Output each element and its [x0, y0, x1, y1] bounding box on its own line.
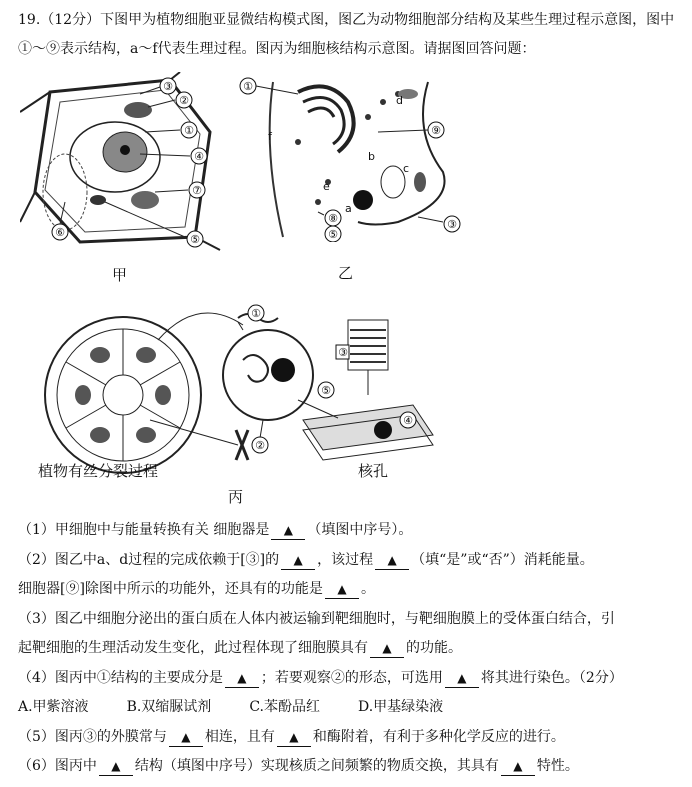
answer-blank[interactable] [281, 551, 315, 570]
option-b[interactable]: B.双缩脲试剂 [126, 699, 212, 715]
blank-mark: ▲ [387, 552, 397, 567]
q5-text-c: 和酶附着，有利于多种化学反应的进行。 [312, 728, 565, 745]
q5-text-b: 相连，且有 [204, 728, 275, 745]
bing-marker-3: ③ [338, 346, 348, 359]
blank-mark: ▲ [382, 641, 392, 655]
bing-marker-5: ⑤ [321, 384, 331, 397]
q6-text-a: （6）图丙中 [18, 758, 97, 774]
option-d[interactable]: D.甲基绿染液 [357, 699, 444, 715]
blank-mark: ▲ [337, 582, 347, 596]
question-4-options [18, 693, 682, 723]
q3b-text-a: 起靶细胞的生理活动发生变化，此过程体现了细胞膜具有 [18, 640, 368, 656]
blank-mark: ▲ [457, 670, 467, 685]
answer-blank[interactable] [99, 757, 133, 776]
figure-jia-label: 甲 [112, 266, 128, 284]
yi-marker-8: ⑧ [328, 212, 338, 225]
answer-blank[interactable] [277, 728, 311, 747]
jia-marker-6: ⑥ [55, 226, 65, 239]
jia-marker-4: ④ [194, 150, 204, 163]
yi-letter-b: b [368, 150, 375, 163]
question-2b [18, 575, 682, 605]
bing-marker-2: ② [255, 439, 265, 452]
question-2a [18, 546, 682, 576]
q3b-text-b: 的功能。 [406, 640, 462, 656]
yi-marker-3: ③ [447, 218, 457, 231]
q3-text-a: （3）图乙中细胞分泌出的蛋白质在人体内被运输到靶细胞时，与靶细胞膜上的受体蛋白结合，引 [18, 610, 615, 627]
nucleus-markers [38, 300, 438, 480]
question-5 [18, 723, 682, 753]
answer-blank[interactable] [169, 728, 203, 747]
figure-yi [238, 72, 478, 282]
blank-mark: ▲ [181, 729, 191, 744]
q4-text-c: 将其进行染色。（2分） [480, 669, 623, 686]
answer-blank[interactable] [271, 521, 305, 540]
bing-marker-1: ① [251, 307, 261, 320]
answer-blank[interactable] [375, 551, 409, 570]
blank-mark: ▲ [237, 670, 247, 685]
question-1 [18, 516, 682, 546]
yi-letter-e: e [323, 180, 330, 193]
q4-text-b: ；若要观察②的形态，可选用 [260, 669, 443, 686]
yi-letter-f: f [268, 130, 272, 143]
blank-mark: ▲ [513, 759, 523, 773]
yi-letter-a: a [345, 202, 352, 215]
figure-bing-label: 丙 [228, 488, 244, 506]
yi-letter-d: d [396, 94, 403, 107]
bing-caption-nuclear-pore: 核孔 [358, 462, 389, 480]
q6-text-c: 特性。 [536, 758, 579, 774]
answer-blank[interactable] [501, 757, 535, 776]
bing-caption-mitosis: 植物有丝分裂过程 [38, 462, 159, 480]
jia-marker-3: ③ [163, 80, 173, 93]
yi-marker-1: ① [243, 80, 253, 93]
q2-text-b: ，该过程 [317, 551, 374, 568]
jia-marker-2: ② [179, 94, 189, 107]
yi-marker-5: ⑤ [328, 228, 338, 241]
option-a[interactable]: A.甲紫溶液 [18, 699, 89, 715]
figure-yi-label: 乙 [338, 264, 354, 282]
question-6 [18, 752, 682, 782]
question-intro [18, 6, 678, 64]
q1-text-b: （填图中序号）。 [307, 522, 413, 538]
animal-cell-markers [238, 72, 478, 242]
q2-text-c: （填“是”或“否”）消耗能量。 [411, 551, 594, 568]
q2b-text-b: 。 [360, 581, 375, 597]
question-4 [18, 664, 682, 694]
question-score: （12分） [40, 12, 101, 28]
blank-mark: ▲ [111, 759, 121, 773]
answer-blank[interactable] [445, 669, 479, 688]
question-text: 下图甲为植物细胞亚显微结构模式图，图乙为动物细胞部分结构及某些生理过程示意图，图中①～⑨表示结构，a～f代表生理过程。图丙为细胞核结构示意图。请据图回答问题： [18, 12, 675, 57]
question-number: 19. [18, 12, 41, 28]
answer-blank[interactable] [370, 639, 404, 658]
yi-letter-c: c [403, 162, 410, 175]
plant-cell-markers [20, 72, 230, 252]
blank-mark: ▲ [289, 729, 299, 744]
question-list [18, 516, 682, 782]
jia-marker-7: ⑦ [192, 184, 202, 197]
q2b-text-a: 细胞器[⑨]除图中所示的功能外，还具有的功能是 [18, 581, 323, 597]
answer-blank[interactable] [225, 669, 259, 688]
question-3b [18, 634, 682, 664]
jia-marker-1: ① [184, 124, 194, 137]
q6-text-b: 结构（填图中序号）实现核质之间频繁的物质交换，其具有 [134, 758, 499, 774]
question-3a [18, 605, 682, 635]
q2-text-a: （2）图乙中a、d过程的完成依赖于[③]的 [18, 551, 280, 568]
yi-marker-9: ⑨ [431, 124, 441, 137]
answer-blank[interactable] [325, 580, 359, 599]
jia-marker-5: ⑤ [190, 233, 200, 246]
blank-mark: ▲ [293, 552, 303, 567]
figure-jia [20, 72, 230, 284]
blank-mark: ▲ [283, 523, 293, 537]
figure-bing [38, 300, 438, 510]
q4-text-a: （4）图丙中①结构的主要成分是 [18, 669, 223, 686]
q5-text-a: （5）图丙③的外膜常与 [18, 728, 167, 745]
bing-marker-4: ④ [403, 414, 413, 427]
q1-text-a: （1）甲细胞中与能量转换有关 细胞器是 [18, 522, 270, 538]
option-c[interactable]: C.苯酚品红 [249, 699, 320, 715]
